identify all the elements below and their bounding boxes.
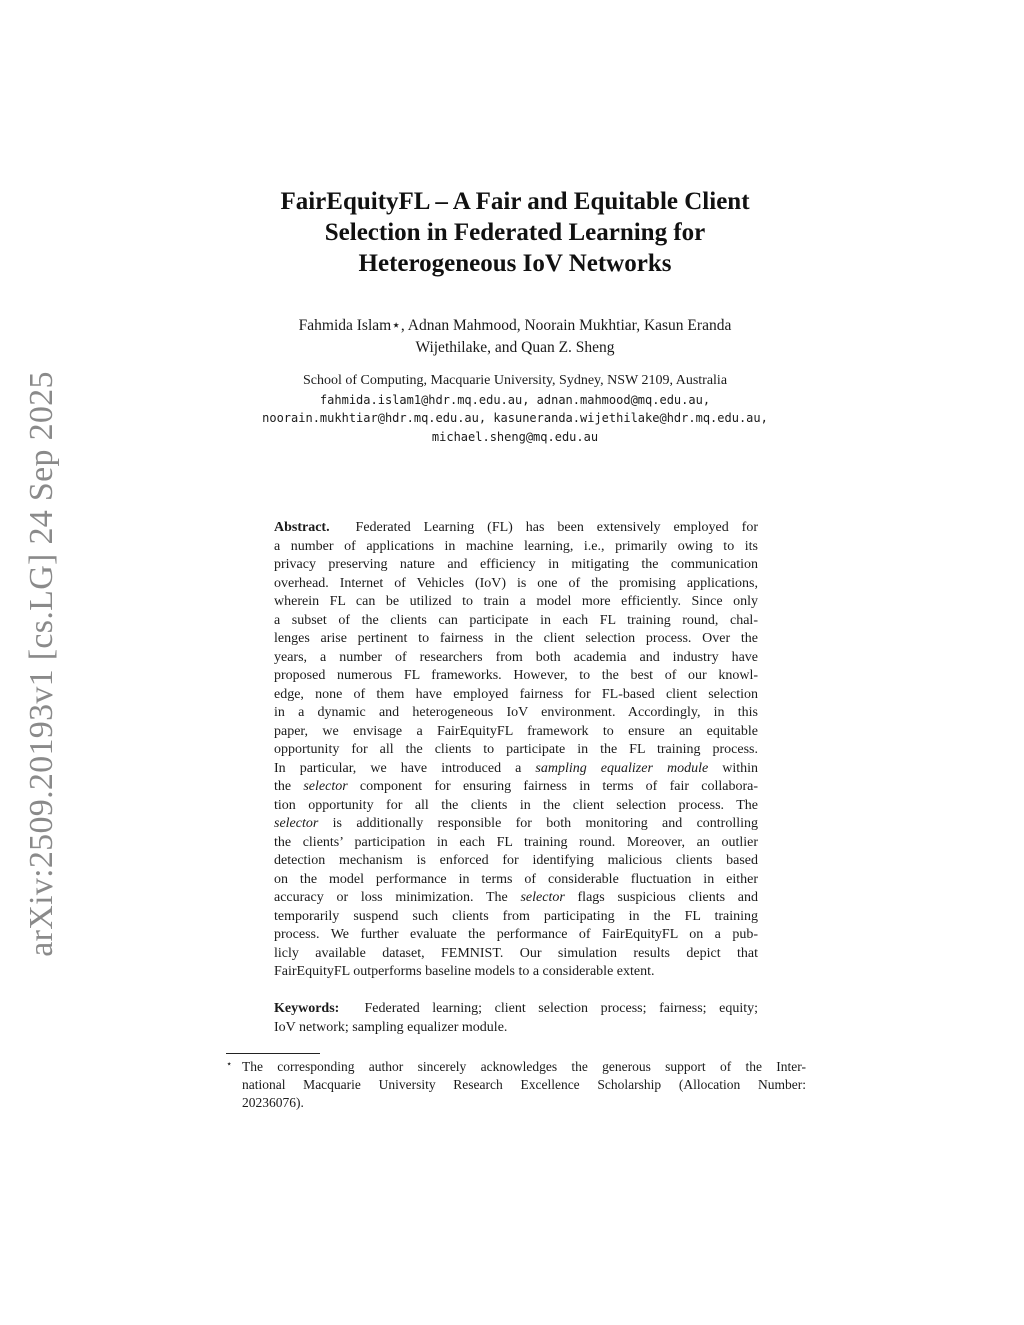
keywords-line: IoV network; sampling equalizer module. xyxy=(274,1019,508,1035)
abstract-line: tion opportunity for all the clients in the client selection process. The xyxy=(274,797,758,813)
abstract-line: a number of applications in machine learning, i.e., primarily owing to its xyxy=(274,538,758,554)
abstract-line: temporarily suspend such clients from participating in the FL training xyxy=(274,908,758,924)
emphasis: selector xyxy=(303,779,348,794)
footnote-line: national Macquarie University Research Excellence Scholarship (Allocation Number: xyxy=(242,1077,806,1092)
emphasis: selector xyxy=(274,816,319,831)
abstract-line: edge, none of them have employed fairness for FL-based client selection xyxy=(274,686,758,702)
keywords xyxy=(274,1000,758,1037)
keywords-line xyxy=(274,1000,758,1019)
abstract-line: privacy preserving nature and efficiency in mitigating the communication xyxy=(274,557,758,572)
arxiv-identifier: arXiv:2509.20193v1 [cs.LG] 24 Sep 2025 xyxy=(23,371,60,957)
keywords-label: Keywords: xyxy=(274,1001,340,1016)
abstract-text: Federated Learning (FL) has been extensively employed for xyxy=(355,520,758,535)
emphasis: sampling equalizer module xyxy=(535,760,709,776)
footnote-line: 20236076). xyxy=(242,1095,304,1110)
abstract-line: selector is additionally responsible for both monitoring and controlling xyxy=(274,816,758,831)
abstract-line: accuracy or loss minimization. The selector flags suspicious clients and xyxy=(274,890,758,905)
emphasis: selector xyxy=(520,890,565,905)
title-line: FairEquityFL – A Fair and Equitable Client xyxy=(280,188,750,215)
abstract-line: detection mechanism is enforced for identifying malicious clients based xyxy=(274,853,758,868)
author-line: Wijethilake, and Quan Z. Sheng xyxy=(415,339,615,356)
abstract xyxy=(274,519,758,982)
footnote xyxy=(226,1058,806,1112)
abstract-line: in a dynamic and heterogeneous IoV environment. Accordingly, in this xyxy=(274,705,758,720)
abstract-line: wherein FL can be utilized to train a model more efficiently. Since only xyxy=(274,594,758,609)
email-line[interactable]: michael.sheng@mq.edu.au xyxy=(431,429,599,444)
abstract-line: process. We further evaluate the performance of FairEquityFL on a pub- xyxy=(274,927,758,942)
abstract-line: a subset of the clients can participate in each FL training round, chal- xyxy=(274,612,758,628)
paper-title xyxy=(200,186,830,279)
abstract-line: on the model performance in terms of considerable fluctuation in either xyxy=(274,871,758,887)
abstract-line: In particular, we have introduced a sampling equalizer module within xyxy=(274,760,759,776)
affiliation: School of Computing, Macquarie University, Sydney, NSW 2109, Australia xyxy=(302,373,728,388)
abstract-line: FairEquityFL outperforms baseline models to a considerable extent. xyxy=(274,964,655,979)
abstract-line: paper, we envisage a FairEquityFL framework to ensure an equitable xyxy=(274,723,758,739)
abstract-line xyxy=(274,519,758,538)
email-line[interactable]: fahmida.islam1@hdr.mq.edu.au, adnan.mahmood@mq.edu.au, xyxy=(319,392,711,407)
abstract-line: proposed numerous FL frameworks. However, to the best of our knowl- xyxy=(274,668,758,683)
footnote-rule xyxy=(226,1053,320,1054)
footnote-mark: ⋆ xyxy=(226,1059,233,1070)
footnote-line: The corresponding author sincerely acknowledges the generous support of the Inter- xyxy=(242,1059,806,1074)
title-line: Heterogeneous IoV Networks xyxy=(358,250,672,277)
affiliation-block xyxy=(180,372,850,446)
abstract-label: Abstract. xyxy=(274,520,330,535)
author-line: Fahmida Islam⋆, Adnan Mahmood, Noorain Mukhtiar, Kasun Eranda xyxy=(298,317,732,334)
keywords-text: Federated learning; client selection process; fairness; equity; xyxy=(364,1001,758,1016)
abstract-line: lenges arise pertinent to fairness in the client selection process. Over the xyxy=(274,631,758,646)
abstract-line: licly available dataset, FEMNIST. Our simulation results depict that xyxy=(274,945,758,961)
email-line[interactable]: noorain.mukhtiar@hdr.mq.edu.au, kasuneranda.wijethilake@hdr.mq.edu.au, xyxy=(262,411,768,425)
abstract-line: overhead. Internet of Vehicles (IoV) is one of the promising applications, xyxy=(274,575,758,591)
author-list xyxy=(200,315,830,359)
abstract-line: the clients’ participation in each FL training round. Moreover, an outlier xyxy=(274,834,758,850)
title-line: Selection in Federated Learning for xyxy=(324,219,706,246)
abstract-line: years, a number of researchers from both academia and industry have xyxy=(274,649,758,665)
abstract-line: the selector component for ensuring fairness in terms of fair collabora- xyxy=(274,779,758,794)
abstract-line: opportunity for all the clients to participate in the FL training process. xyxy=(274,742,758,757)
